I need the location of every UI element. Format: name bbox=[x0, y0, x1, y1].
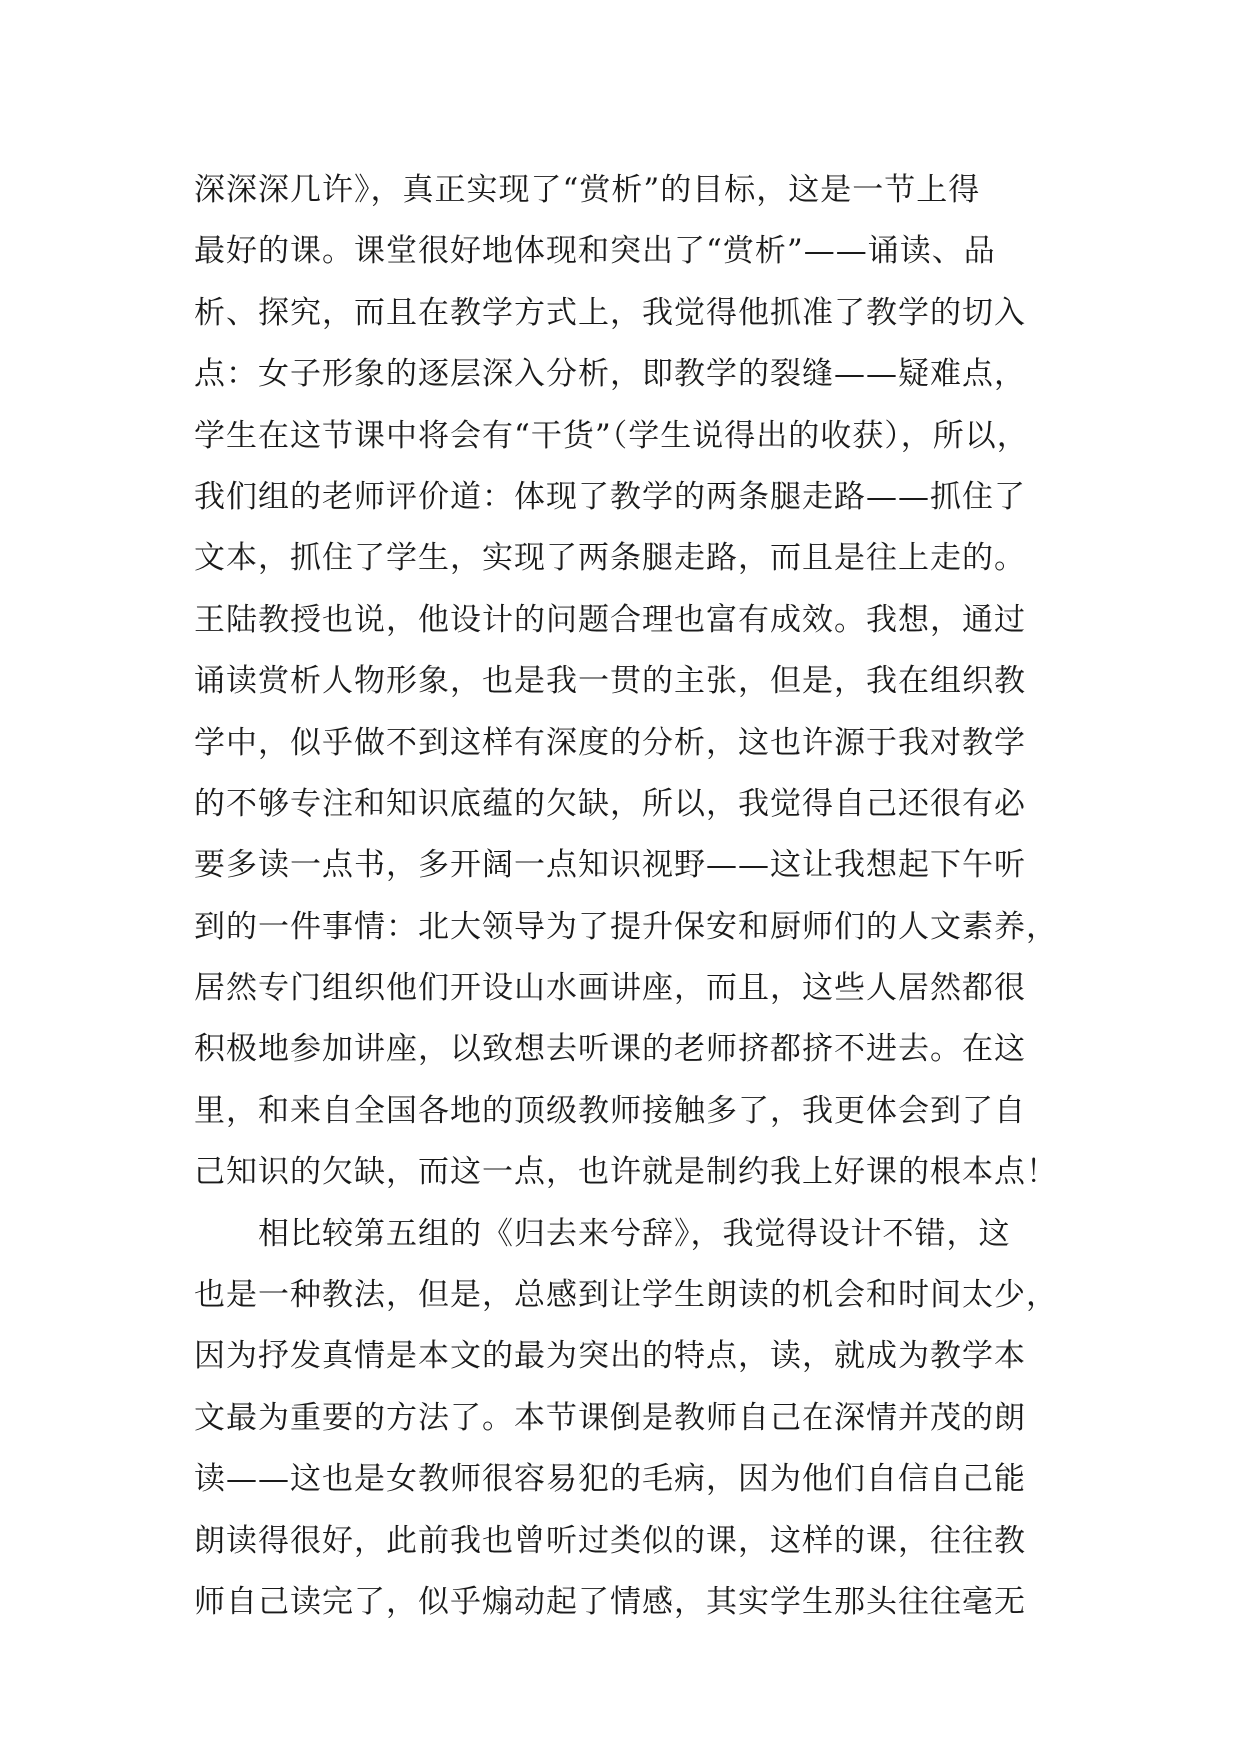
text-line: 要多读一点书，多开阔一点知识视野——这让我想起下午听 bbox=[194, 847, 1026, 884]
text-line: 因为抒发真情是本文的最为突出的特点，读，就成为教学本 bbox=[194, 1338, 1026, 1375]
text-line: 文本，抓住了学生，实现了两条腿走路，而且是往上走的。 bbox=[194, 540, 1026, 577]
text-line: 读——这也是女教师很容易犯的毛病，因为他们自信自己能 bbox=[194, 1461, 1026, 1498]
text-line: 学生在这节课中将会有“干货”（学生说得出的收获），所以， bbox=[194, 417, 1029, 454]
text-line: 的不够专注和知识底蕴的欠缺，所以，我觉得自己还很有必 bbox=[194, 785, 1026, 822]
text-line: 里，和来自全国各地的顶级教师接触多了，我更体会到了自 bbox=[194, 1092, 1026, 1129]
text-line: 己知识的欠缺，而这一点，也许就是制约我上好课的根本点！ bbox=[194, 1154, 1058, 1191]
body-text bbox=[194, 160, 1064, 1633]
text-line: 析、探究，而且在教学方式上，我觉得他抓准了教学的切入 bbox=[194, 294, 1026, 331]
text-line: 最好的课。课堂很好地体现和突出了“赏析”——诵读、品 bbox=[194, 233, 996, 270]
text-line: 朗读得很好，此前我也曾听过类似的课，这样的课，往往教 bbox=[194, 1522, 1026, 1559]
text-line: 王陆教授也说，他设计的问题合理也富有成效。我想，通过 bbox=[194, 601, 1026, 638]
text-line: 居然专门组织他们开设山水画讲座，而且，这些人居然都很 bbox=[194, 970, 1026, 1007]
text-line: 也是一种教法，但是，总感到让学生朗读的机会和时间太少， bbox=[194, 1277, 1058, 1314]
text-line: 点：女子形象的逐层深入分析，即教学的裂缝——疑难点， bbox=[194, 356, 1026, 393]
text-line: 我们组的老师评价道：体现了教学的两条腿走路——抓住了 bbox=[194, 478, 1026, 515]
text-line: 文最为重要的方法了。本节课倒是教师自己在深情并茂的朗 bbox=[194, 1399, 1026, 1436]
paragraph-start-line: 相比较第五组的《归去来兮辞》，我觉得设计不错，这 bbox=[258, 1215, 1011, 1252]
text-line: 深深深几许》，真正实现了“赏析”的目标，这是一节上得 bbox=[194, 172, 981, 208]
text-line: 学中，似乎做不到这样有深度的分析，这也许源于我对教学 bbox=[194, 724, 1026, 761]
text-line: 积极地参加讲座，以致想去听课的老师挤都挤不进去。在这 bbox=[194, 1031, 1026, 1068]
text-line: 到的一件事情：北大领导为了提升保安和厨师们的人文素养， bbox=[194, 908, 1058, 945]
text-line: 师自己读完了，似乎煽动起了情感，其实学生那头往往毫无 bbox=[194, 1583, 1026, 1620]
text-line: 诵读赏析人物形象，也是我一贯的主张，但是，我在组织教 bbox=[194, 663, 1026, 700]
